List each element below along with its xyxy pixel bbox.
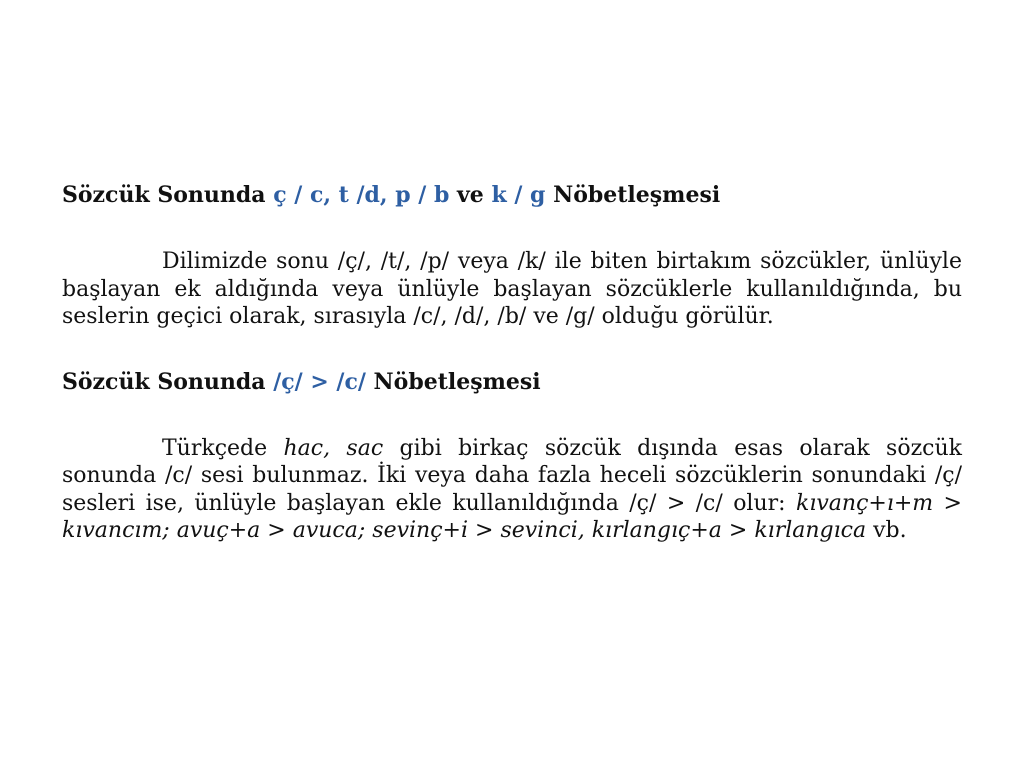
section-heading-c-c: [62, 367, 962, 397]
section-heading-c-t-p-k: [62, 180, 962, 210]
example-words: kırlangıca: [754, 518, 867, 543]
heading-suffix: Nöbetleşmesi: [545, 182, 721, 208]
example-words: kıvanç+ı+m: [795, 490, 934, 516]
paragraph-text: >: [933, 490, 962, 516]
heading-pair-accent-kg: k / g: [491, 182, 546, 208]
heading-prefix: Sözcük Sonunda: [62, 182, 274, 208]
heading-conjunction: ve: [449, 182, 492, 208]
section-paragraph-1: Dilimizde sonu /ç/, /t/, /p/ veya /k/ ile biten birtakım sözcükler, ünlüyle başlayan ek aldığında veya ünlüyle başlayan sözcüklerle kullanıldığında, bu seslerin geçici olarak, sırasıyla /c/, /d/, /b/ ve /g/ olduğu görülür.: [62, 249, 962, 329]
example-words: kıvancım; avuç+a: [62, 518, 261, 543]
heading-pair-accent: /ç/ > /c/: [273, 368, 366, 395]
heading-prefix: Sözcük Sonunda: [62, 368, 274, 395]
heading-pair-accent: ç / c, t /d, p / b: [273, 182, 450, 208]
paragraph-text: gibi birkaç sözcük dışında esas olarak sözcük sonunda /c/ sesi bulunmaz. İki veya daha fazla heceli sözcüklerin sonundaki /ç/ sesleri ise, ünlüyle başlayan ekle kullanıldığında /ç/ > /c/ olur:: [62, 435, 962, 516]
slide-content: [62, 180, 962, 545]
paragraph-text: >: [721, 518, 755, 543]
example-words: hac, sac: [283, 435, 384, 461]
heading-suffix: Nöbetleşmesi: [365, 368, 541, 395]
paragraph-text: vb.: [866, 518, 907, 543]
section-paragraph-2: [62, 435, 962, 545]
example-words: avuca; sevinç+i: [292, 518, 469, 543]
example-words: sevinci, kırlangıç+a: [500, 518, 722, 543]
paragraph-text: Türkçede: [162, 435, 284, 461]
paragraph-text: >: [260, 518, 293, 543]
paragraph-text: >: [468, 518, 501, 543]
